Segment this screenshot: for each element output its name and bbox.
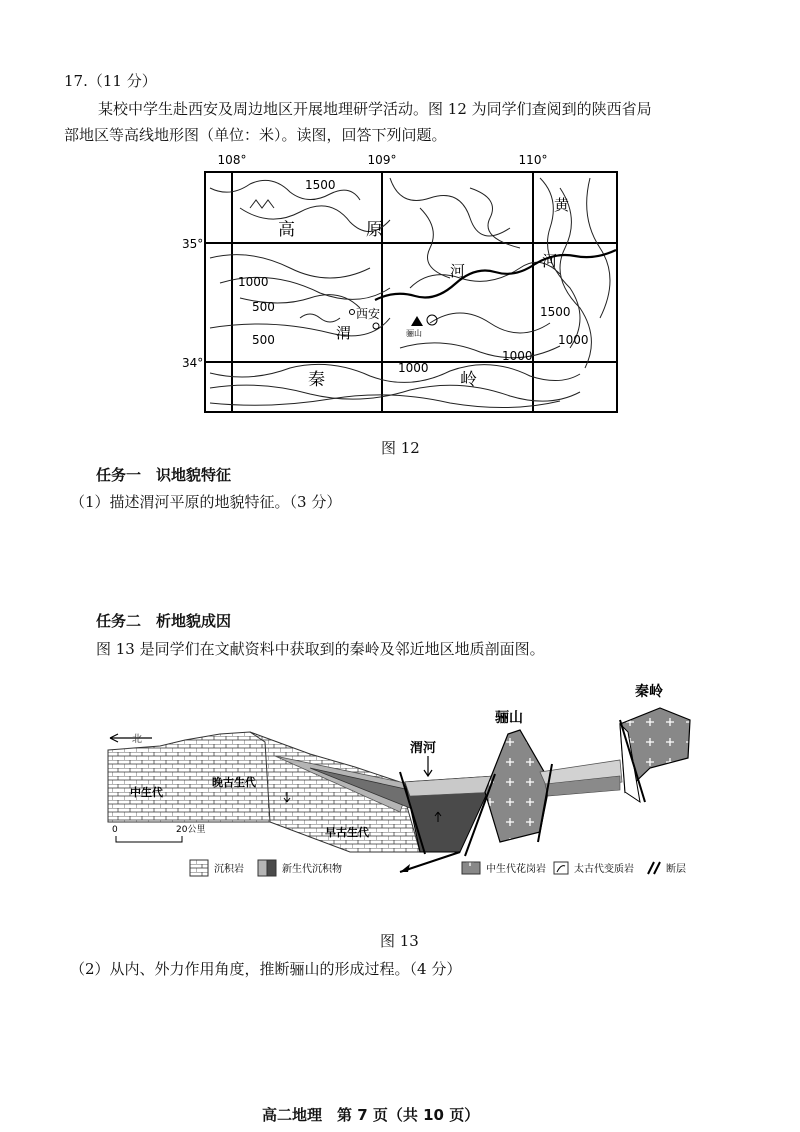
- contour-label: 1000: [558, 333, 589, 347]
- legend-fault: 断层: [666, 864, 686, 875]
- place-label-he-right: 河: [542, 252, 558, 270]
- question2: （2）从内、外力作用角度，推断骊山的形成过程。（4 分）: [70, 960, 462, 978]
- place-label-lishan: 骊山: [406, 329, 422, 338]
- qinling-label: 秦岭: [635, 684, 663, 700]
- legend-mesozoic-granite: 中生代花岗岩: [486, 864, 546, 875]
- figure13-caption: 图 13: [380, 932, 419, 950]
- legend-swatch-sedimentary: [190, 860, 208, 876]
- question-intro-line2: 部地区等高线地形图（单位：米）。读图，回答下列问题。: [64, 126, 447, 144]
- place-label-he: 河: [450, 262, 466, 280]
- north-label: 北: [132, 734, 142, 745]
- weihe-label: 渭河: [410, 741, 437, 756]
- lon-label-108: 108°: [217, 153, 247, 167]
- task2-description: 图 13 是同学们在文献资料中获取到的秦岭及邻近地区地质剖面图。: [96, 640, 545, 658]
- scale-distance: 20公里: [176, 825, 206, 835]
- question-intro-line1: 某校中学生赴西安及周边地区开展地理研学活动。图 12 为同学们查阅到的陕西省局: [98, 100, 652, 118]
- lon-label-109: 109°: [367, 153, 397, 167]
- late-paleozoic-label: 晚古生代: [212, 776, 256, 789]
- place-label-wei: 渭: [336, 324, 352, 342]
- scale-bar: [116, 836, 182, 842]
- task2-title: 任务二 析地貌成因: [96, 612, 232, 630]
- scale-zero: 0: [112, 825, 118, 835]
- lat-label-35: 35°: [182, 237, 204, 251]
- legend-swatch-cenozoic: [267, 860, 276, 876]
- contour-label: 1000: [502, 349, 533, 363]
- legend-swatch-metamorphic: [554, 862, 568, 874]
- contour-label: 500: [252, 333, 275, 347]
- geological-section-figure: [100, 672, 720, 890]
- contour-map-figure: [180, 148, 630, 420]
- contour-label: 1000: [398, 361, 429, 375]
- place-label-ling: 岭: [460, 370, 477, 390]
- contour-label: 1500: [540, 305, 571, 319]
- contour-label: 1500: [305, 178, 336, 192]
- mesozoic-label: 中生代: [130, 786, 163, 799]
- lat-label-34: 34°: [182, 356, 204, 370]
- page-footer: 高二地理 第 7 页（共 10 页）: [262, 1106, 480, 1124]
- lon-label-110: 110°: [518, 153, 548, 167]
- lishan-label: 骊山: [495, 710, 523, 726]
- place-label-gao: 高: [278, 220, 295, 240]
- contour-label: 1000: [238, 275, 269, 289]
- legend-fault-icon: [648, 862, 660, 874]
- place-label-huang: 黄: [554, 196, 570, 214]
- place-label-yuan: 原: [366, 220, 383, 240]
- place-label-qin: 秦: [308, 370, 325, 390]
- task1-question1: （1）描述渭河平原的地貌特征。（3 分）: [70, 493, 342, 511]
- question-number: 17.（11 分）: [64, 72, 157, 90]
- task1-title: 任务一 识地貌特征: [96, 466, 232, 484]
- legend-archean-metamorphic: 太古代变质岩: [574, 864, 634, 875]
- legend-cenozoic-sediment: 新生代沉积物: [282, 864, 342, 875]
- legend-swatch-granite: [462, 862, 480, 874]
- legend-sedimentary: 沉积岩: [214, 864, 244, 875]
- early-paleozoic-label: 早古生代: [325, 826, 369, 839]
- figure12-caption: 图 12: [381, 439, 420, 457]
- contour-label: 500: [252, 300, 275, 314]
- place-label-xian: 西安: [356, 307, 381, 321]
